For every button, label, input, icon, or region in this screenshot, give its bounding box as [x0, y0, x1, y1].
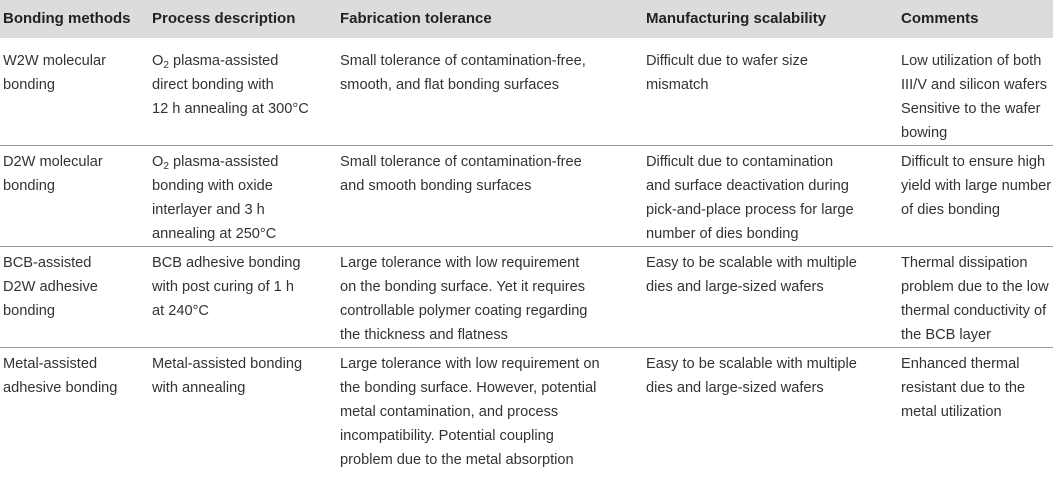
text-line: yield with large number: [901, 178, 1052, 194]
text-line: dies and large-sized wafers: [646, 279, 824, 295]
cell-process: [149, 38, 337, 146]
text-line: Easy to be scalable with multiple: [646, 356, 857, 372]
cell-process: [149, 348, 337, 473]
table-row: [0, 38, 1053, 146]
text-line: dies and large-sized wafers: [646, 380, 824, 396]
text-line: W2W molecular: [3, 53, 106, 69]
header-comments: Comments: [898, 0, 1053, 38]
cell-method: [0, 348, 149, 473]
cell-tolerance: [337, 247, 643, 348]
cell-comments: [898, 38, 1053, 146]
text-line: III/V and silicon wafers: [901, 77, 1048, 93]
text-line: Large tolerance with low requirement on: [340, 356, 600, 372]
text-line: bonding: [3, 77, 55, 93]
text-line: bonding: [3, 303, 55, 319]
text-line: Enhanced thermal: [901, 356, 1020, 372]
text-line: $O_2$ plasma-assisted: [152, 154, 279, 172]
table-header: [0, 0, 1053, 38]
text-line: number of dies bonding: [646, 226, 799, 242]
text-line: bowing: [901, 125, 948, 141]
text-line: mismatch: [646, 77, 709, 93]
cell-comments: [898, 146, 1053, 247]
text-line: problem due to the low: [901, 279, 1049, 295]
text-line: Difficult due to contamination: [646, 154, 834, 170]
text-line: 12 h annealing at 300°C: [152, 101, 309, 117]
cell-process: [149, 247, 337, 348]
text-line: Difficult due to wafer size: [646, 53, 808, 69]
text-line: and surface deactivation during: [646, 178, 849, 194]
text-line: problem due to the metal absorption: [340, 452, 574, 468]
text-line: the BCB layer: [901, 327, 992, 343]
cell-tolerance: [337, 348, 643, 473]
header-process-description: Process description: [149, 0, 337, 38]
cell-method: [0, 247, 149, 348]
text-line: at 240°C: [152, 303, 209, 319]
text-line: with post curing of 1 h: [152, 279, 294, 295]
header-bonding-methods: Bonding methods: [0, 0, 149, 38]
text-line: and smooth bonding surfaces: [340, 178, 532, 194]
cell-comments: [898, 348, 1053, 473]
cell-method: [0, 146, 149, 247]
text-line: bonding: [3, 178, 55, 194]
text-line: Metal-assisted bonding: [152, 356, 303, 372]
text-line: resistant due to the: [901, 380, 1026, 396]
cell-scalability: [643, 38, 898, 146]
text-line: Easy to be scalable with multiple: [646, 255, 857, 271]
text-line: D2W molecular: [3, 154, 103, 170]
table-row: [0, 247, 1053, 348]
text-line: metal utilization: [901, 404, 1002, 420]
text-line: Large tolerance with low requirement: [340, 255, 580, 271]
text-line: annealing at 250°C: [152, 226, 277, 242]
cell-tolerance: [337, 146, 643, 247]
text-line: incompatibility. Potential coupling: [340, 428, 554, 444]
text-line: $O_2$ plasma-assisted: [152, 53, 279, 71]
cell-method: [0, 38, 149, 146]
text-line: Thermal dissipation: [901, 255, 1028, 271]
text-line: controllable polymer coating regarding: [340, 303, 588, 319]
text-line: D2W adhesive: [3, 279, 98, 295]
text-line: the bonding surface. However, potential: [340, 380, 597, 396]
text-line: BCB-assisted: [3, 255, 92, 271]
text-line: Low utilization of both: [901, 53, 1042, 69]
table-body: [0, 38, 1053, 472]
text-line: pick-and-place process for large: [646, 202, 854, 218]
table-row: [0, 348, 1053, 473]
text-line: of dies bonding: [901, 202, 1000, 218]
table-row: [0, 146, 1053, 247]
cell-process: [149, 146, 337, 247]
text-line: Small tolerance of contamination-free,: [340, 53, 586, 69]
cell-tolerance: [337, 38, 643, 146]
text-line: Sensitive to the wafer: [901, 101, 1041, 117]
text-line: with annealing: [152, 380, 246, 396]
header-manufacturing-scalability: Manufacturing scalability: [643, 0, 898, 38]
text-line: direct bonding with: [152, 77, 274, 93]
header-fabrication-tolerance: Fabrication tolerance: [337, 0, 643, 38]
cell-scalability: [643, 247, 898, 348]
text-line: on the bonding surface. Yet it requires: [340, 279, 586, 295]
text-line: bonding with oxide: [152, 178, 273, 194]
cell-scalability: [643, 146, 898, 247]
text-line: smooth, and flat bonding surfaces: [340, 77, 560, 93]
text-line: BCB adhesive bonding: [152, 255, 301, 271]
text-line: metal contamination, and process: [340, 404, 559, 420]
cell-scalability: [643, 348, 898, 473]
header-row: [0, 0, 1053, 38]
text-line: the thickness and flatness: [340, 327, 508, 343]
text-line: interlayer and 3 h: [152, 202, 265, 218]
cell-comments: [898, 247, 1053, 348]
text-line: thermal conductivity of: [901, 303, 1047, 319]
text-line: Metal-assisted: [3, 356, 98, 372]
text-line: Difficult to ensure high: [901, 154, 1046, 170]
text-line: adhesive bonding: [3, 380, 118, 396]
text-line: Small tolerance of contamination-free: [340, 154, 582, 170]
